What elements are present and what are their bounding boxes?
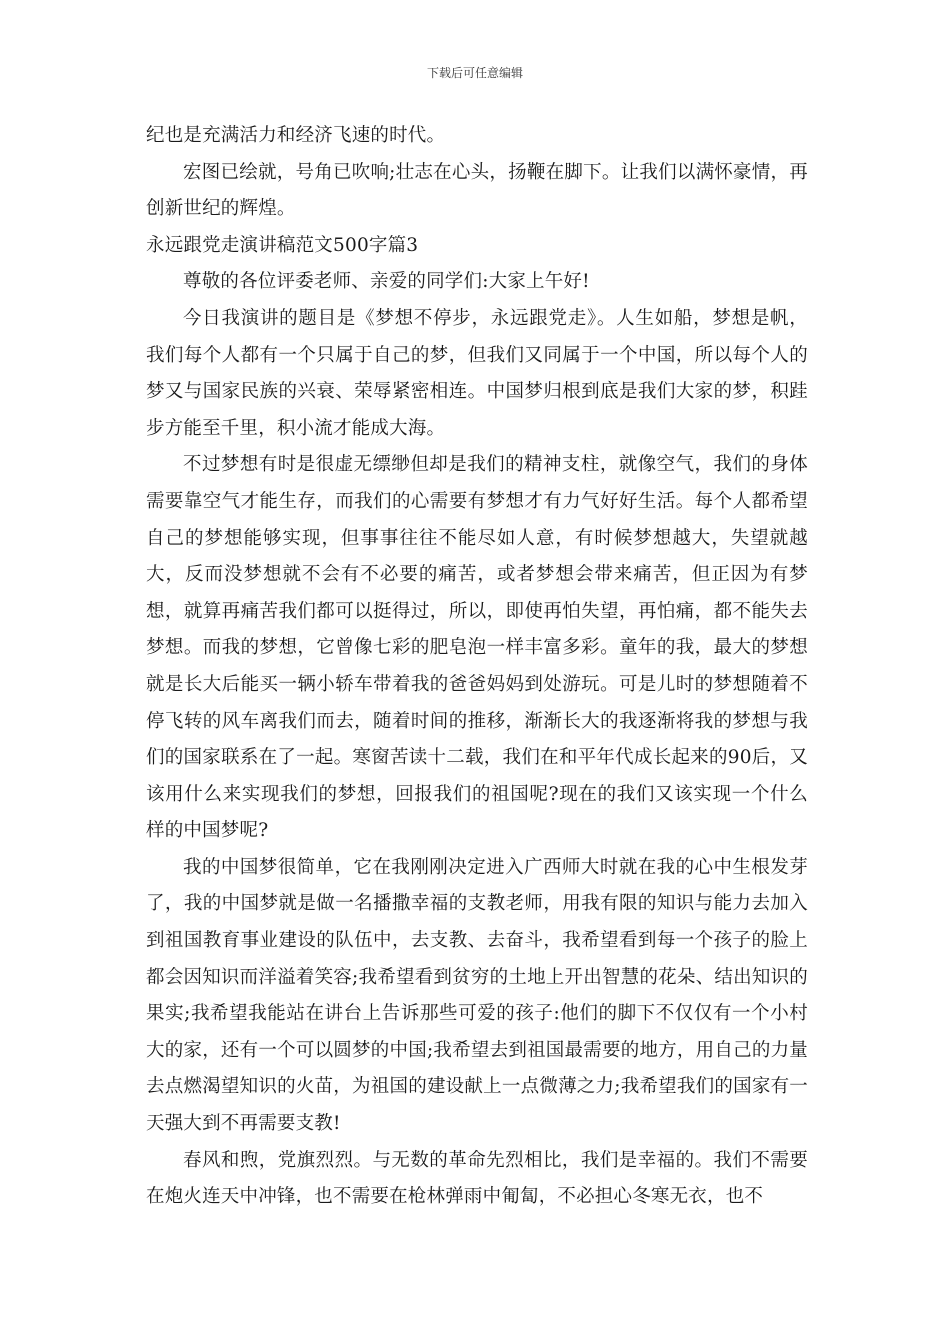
document-body: [146, 118, 808, 1216]
salutation: 尊敬的各位评委老师、亲爱的同学们:大家上午好!: [183, 271, 590, 293]
paragraph: 今日我演讲的题目是《梦想不停步，永远跟党走》。人生如船，梦想是帆，我们每个人都有一个只属于自己的梦，但我们又同属于一个中国，所以每个人的梦又与国家民族的兴衰、荣辱紧密相连。中国梦归根到底是我们大家的梦，积跬步方能至千里，积小流才能成大海。: [146, 307, 808, 439]
paragraph: 宏图已绘就，号角已吹响;壮志在心头，扬鞭在脚下。让我们以满怀豪情，再创新世纪的辉煌。: [146, 161, 808, 220]
page-header-note: 下载后可任意编辑: [426, 66, 523, 80]
paragraph: 我的中国梦很简单，它在我刚刚决定进入广西师大时就在我的心中生根发芽了，我的中国梦就是做一名播撒幸福的支教老师，用我有限的知识与能力去加入到祖国教育事业建设的队伍中，去支教、去奋斗，我希望看到每一个孩子的脸上都会因知识而洋溢着笑容;我希望看到贫穷的土地上开出智慧的花朵、结出知识的果实;我希望我能站在讲台上告诉那些可爱的孩子:他们的脚下不仅仅有一个小村大的家，还有一个可以圆梦的中国;我希望去到祖国最需要的地方，用自己的力量去点燃渴望知识的火苗，为祖国的建设献上一点微薄之力;我希望我们的国家有一天强大到不再需要支教!: [146, 856, 808, 1135]
section-heading: 永远跟党走演讲稿范文500字篇3: [146, 234, 419, 256]
paragraph-continuation: 纪也是充满活力和经济飞速的时代。: [146, 125, 446, 146]
paragraph: 春风和煦，党旗烈烈。与无数的革命先烈相比，我们是幸福的。我们不需要在炮火连天中冲锋，也不需要在枪林弹雨中匍匐，不必担心冬寒无衣，也不: [146, 1149, 808, 1208]
paragraph: 不过梦想有时是很虚无缥缈但却是我们的精神支柱，就像空气，我们的身体需要靠空气才能生存，而我们的心需要有梦想才有力气好好生活。每个人都希望自己的梦想能够实现，但事事往往不能尽如人意，有时候梦想越大，失望就越大，反而没梦想就不会有不必要的痛苦，或者梦想会带来痛苦，但正因为有梦想，就算再痛苦我们都可以挺得过，所以，即使再怕失望，再怕痛，都不能失去梦想。而我的梦想，它曾像七彩的肥皂泡一样丰富多彩。童年的我，最大的梦想就是长大后能买一辆小轿车带着我的爸爸妈妈到处游玩。可是儿时的梦想随着不停飞转的风车离我们而去，随着时间的推移，渐渐长大的我逐渐将我的梦想与我们的国家联系在了一起。寒窗苦读十二载，我们在和平年代成长起来的90后，又该用什么来实现我们的梦想，回报我们的祖国呢?现在的我们又该实现一个什么样的中国梦呢?: [146, 454, 808, 842]
